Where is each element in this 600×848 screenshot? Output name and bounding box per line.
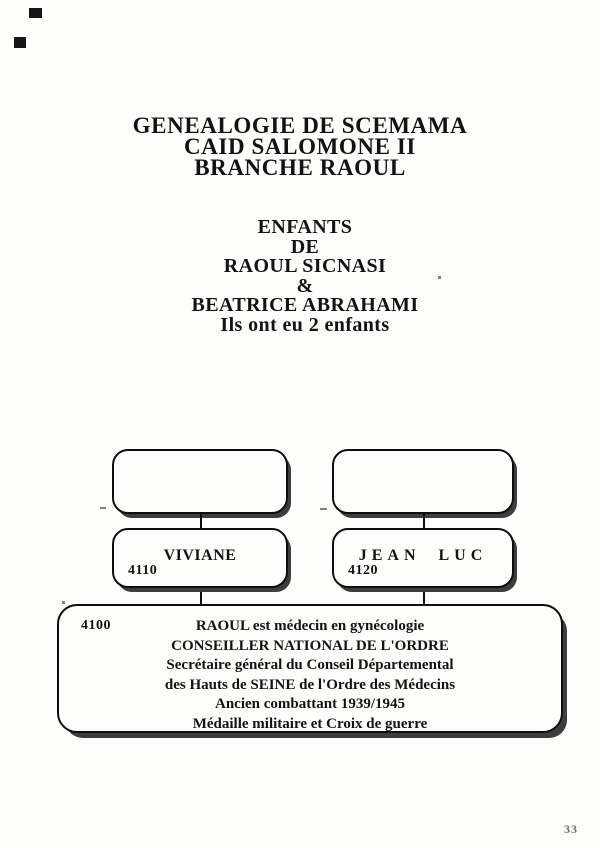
person-ref-number: 4110 (128, 563, 158, 578)
connector-line (423, 514, 425, 528)
title-line: CAID SALOMONE II (184, 134, 416, 159)
person-name: JEAN LUC (358, 547, 488, 564)
scan-speck (320, 508, 327, 510)
person-ref-number: 4120 (348, 563, 378, 578)
note-line: Médaille militaire et Croix de guerre (192, 715, 428, 732)
note-line: Ancien combattant 1939/1945 (215, 696, 405, 713)
empty-box-right (332, 449, 514, 514)
page-title (0, 115, 600, 178)
connector-line (200, 514, 202, 528)
person-name: VIVIANE (163, 547, 237, 564)
father-note-box (57, 604, 563, 733)
person-box-viviane (112, 528, 288, 588)
intro-line: RAOUL SICNASI (223, 255, 387, 277)
intro-line: DE (290, 235, 320, 258)
person-ref-number: 4100 (81, 618, 111, 633)
title-line: BRANCHE RAOUL (194, 155, 406, 180)
connector-line (423, 588, 425, 605)
scan-mark (29, 8, 42, 18)
note-line: Secrétaire général du Conseil Départemental (166, 657, 454, 674)
scan-speck (100, 507, 106, 509)
note-line: des Hauts de SEINE de l'Ordre des Médecins (164, 676, 456, 693)
note-line: RAOUL est médecin en gynécologie (195, 618, 425, 634)
scan-mark (14, 37, 26, 48)
scan-speck (62, 601, 65, 604)
person-box-jean-luc (332, 528, 514, 588)
empty-box-left (112, 449, 288, 514)
father-note-text (59, 617, 561, 735)
intro-line: & (296, 274, 314, 297)
note-line: CONSEILLER NATIONAL DE L'ORDRE (171, 637, 449, 654)
parents-heading (10, 218, 600, 335)
connector-line (200, 588, 202, 605)
intro-line: Ils ont eu 2 enfants (220, 313, 390, 336)
intro-line: BEATRICE ABRAHAMI (191, 294, 419, 316)
page-number: 33 (564, 822, 578, 836)
intro-line: ENFANTS (257, 216, 353, 238)
title-line: GENEALOGIE DE SCEMAMA (132, 113, 468, 138)
